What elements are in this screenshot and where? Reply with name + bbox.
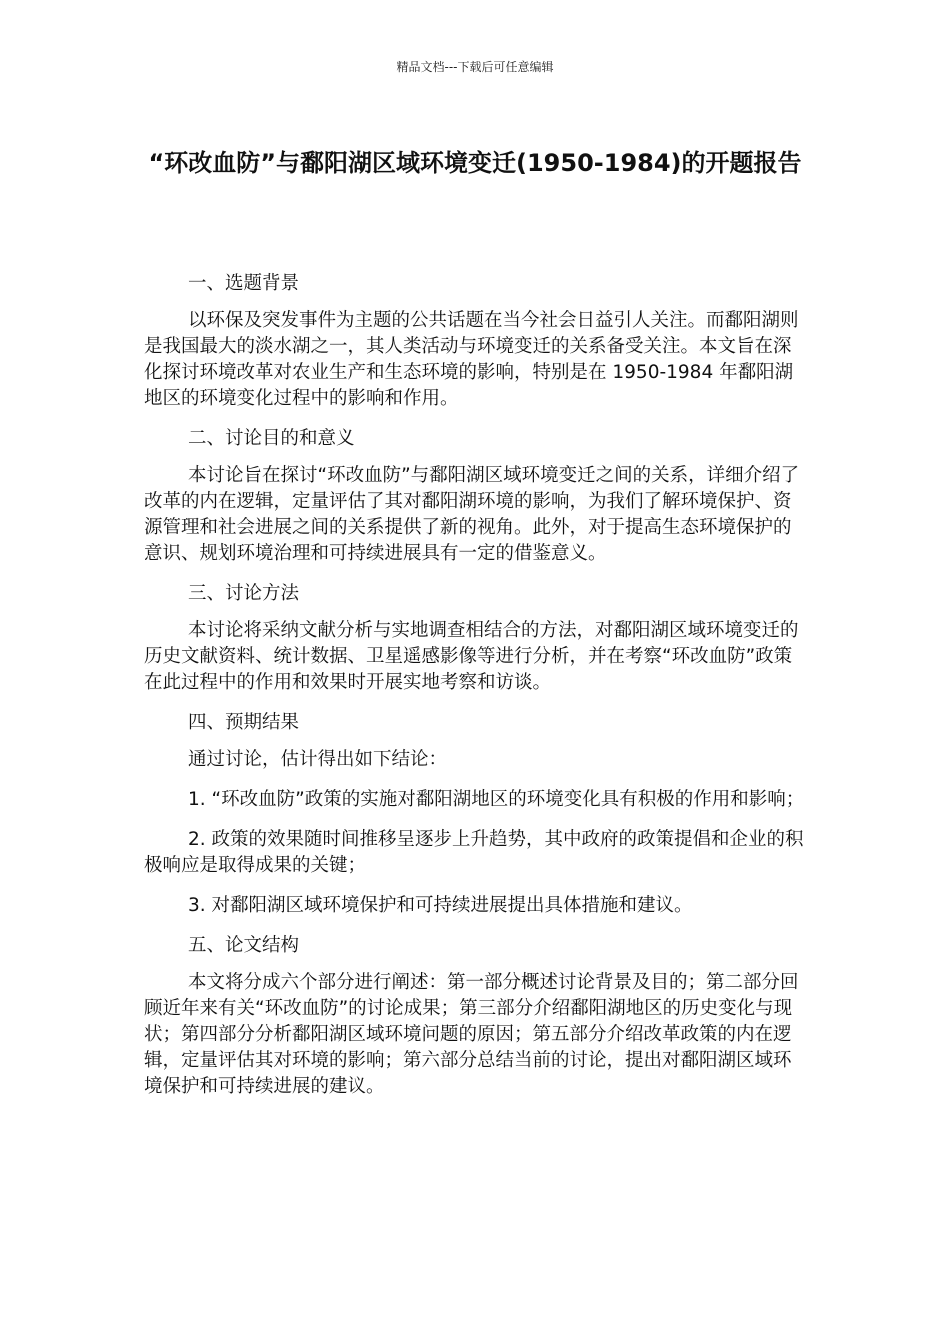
section-paragraph-method: 本讨论将采纳文献分析与实地调查相结合的方法，对鄱阳湖区域环境变迁的历史文献资料、统计数据、卫星遥感影像等进行分析，并在考察“环改血防”政策在此过程中的作用和效果时开展实地考察和访谈。 xyxy=(144,620,799,693)
expected-result-item-1: 1. “环改血防”政策的实施对鄱阳湖地区的环境变化具有积极的作用和影响； xyxy=(188,789,805,810)
section-heading-structure: 五、论文结构 xyxy=(188,935,300,956)
section-paragraph-structure: 本文将分成六个部分进行阐述：第一部分概述讨论背景及目的；第二部分回顾近年来有关“环改血防”的讨论成果；第三部分介绍鄱阳湖地区的历史变化与现状；第四部分分析鄱阳湖区域环境问题的原因；第五部分介绍改革政策的内在逻辑，定量评估其对环境的影响；第六部分总结当前的讨论，提出对鄱阳湖区域环境保护和可持续进展的建议。 xyxy=(144,972,799,1097)
expected-results-intro: 通过讨论，估计得出如下结论： xyxy=(188,749,448,770)
page-header-note: 精品文档---下载后可任意编辑 xyxy=(396,60,554,74)
section-paragraph-purpose: 本讨论旨在探讨“环改血防”与鄱阳湖区域环境变迁之间的关系，详细介绍了改革的内在逻辑，定量评估了其对鄱阳湖环境的影响，为我们了解环境保护、资源管理和社会进展之间的关系提供了新的视角。此外，对于提高生态环境保护的意识、规划环境治理和可持续进展具有一定的借鉴意义。 xyxy=(144,465,800,564)
section-paragraph-background: 以环保及突发事件为主题的公共话题在当今社会日益引人关注。而鄱阳湖则是我国最大的淡水湖之一，其人类活动与环境变迁的关系备受关注。本文旨在深化探讨环境改革对农业生产和生态环境的影响，特别是在 1950-1984 年鄱阳湖地区的环境变化过程中的影响和作用。 xyxy=(144,310,799,409)
document-body xyxy=(144,271,808,1114)
section-heading-purpose: 二、讨论目的和意义 xyxy=(188,428,355,449)
expected-result-item-3: 3. 对鄱阳湖区域环境保护和可持续进展提出具体措施和建议。 xyxy=(188,895,693,916)
section-heading-background: 一、选题背景 xyxy=(188,273,300,294)
document-title: “环改血防”与鄱阳湖区域环境变迁(1950-1984)的开题报告 xyxy=(148,149,802,177)
section-heading-method: 三、讨论方法 xyxy=(188,583,300,604)
section-heading-expected-results: 四、预期结果 xyxy=(188,712,300,733)
expected-result-item-2: 2. 政策的效果随时间推移呈逐步上升趋势，其中政府的政策提倡和企业的积极响应是取得成果的关键； xyxy=(144,829,804,876)
